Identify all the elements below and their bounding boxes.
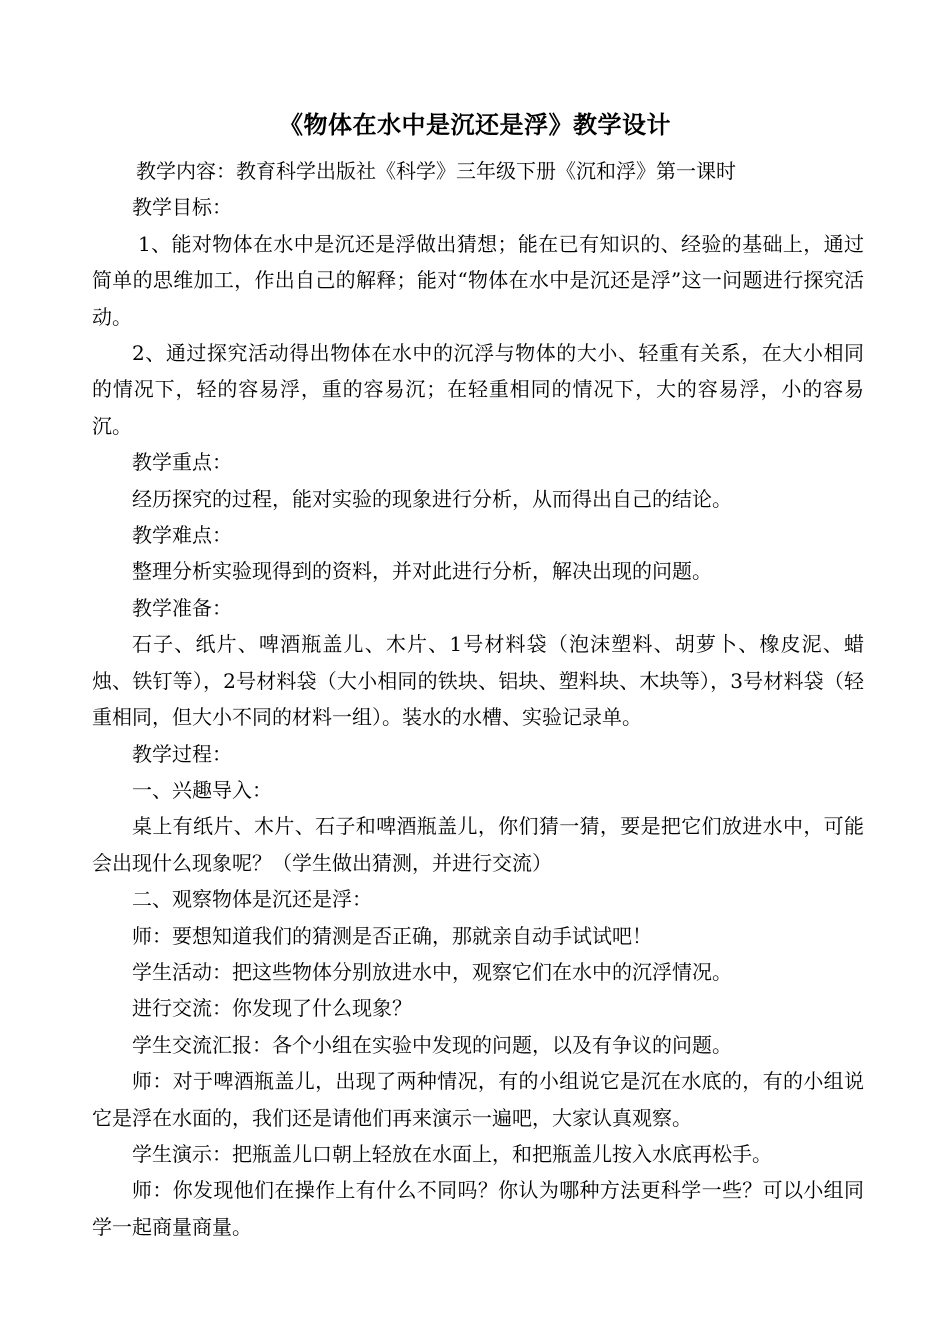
heading-process: 教学过程： [132,741,232,766]
heading-section-2: 二、观察物体是沉还是浮： [132,887,372,912]
paragraph-teacher-3: 师：你发现他们在操作上有什么不同吗？你认为哪种方法更科学一些？可以小组同学一起商量商量。 [92,1178,864,1239]
paragraph-goal-2: 2、通过探究活动得出物体在水中的沉浮与物体的大小、轻重有关系，在大小相同的情况下，轻的容易浮，重的容易沉；在轻重相同的情况下，大的容易浮，小的容易沉。 [92,341,864,438]
document-title: 《物体在水中是沉还是浮》教学设计 [279,110,671,139]
paragraph-difficulties: 整理分析实验现得到的资料，并对此进行分析，解决出现的问题。 [132,559,712,584]
paragraph-student-demo: 学生演示：把瓶盖儿口朝上轻放在水面上，和把瓶盖儿按入水底再松手。 [132,1141,772,1166]
heading-difficulties: 教学难点： [132,523,232,548]
paragraph-teacher-1: 师：要想知道我们的猜测是否正确，那就亲自动手试试吧！ [132,923,652,948]
paragraph-goal-1: 1、能对物体在水中是沉还是浮做出猜想；能在已有知识的、经验的基础上，通过简单的思维加工，作出自己的解释；能对“物体在水中是沉还是浮”这一问题进行探究活动。 [92,231,864,329]
paragraph-student-report: 学生交流汇报：各个小组在实验中发现的问题，以及有争议的问题。 [132,1032,732,1057]
paragraph-key-points: 经历探究的过程，能对实验的现象进行分析，从而得出自己的结论。 [132,486,732,511]
heading-preparation: 教学准备： [132,595,232,620]
paragraph-discussion: 进行交流：你发现了什么现象？ [132,996,412,1021]
paragraph-teacher-2: 师：对于啤酒瓶盖儿，出现了两种情况，有的小组说它是沉在水底的，有的小组说它是浮在水面的，我们还是请他们再来演示一遍吧，大家认真观察。 [92,1069,864,1130]
heading-key-points: 教学重点： [132,450,232,475]
paragraph-teaching-content: 教学内容：教育科学出版社《科学》三年级下册《沉和浮》第一课时 [136,159,736,183]
heading-section-1: 一、兴趣导入： [132,777,272,802]
heading-teaching-goals: 教学目标： [132,195,232,220]
document-body [92,153,864,1245]
paragraph-preparation: 石子、纸片、啤酒瓶盖儿、木片、1号材料袋（泡沫塑料、胡萝卜、橡皮泥、蜡烛、铁钉等），2号材料袋（大小相同的铁块、铝块、塑料块、木块等），3号材料袋（轻重相同，但大小不同的材料一组）。装水的水槽、实验记录单。 [92,632,864,730]
paragraph-intro: 桌上有纸片、木片、石子和啤酒瓶盖儿，你们猜一猜，要是把它们放进水中，可能会出现什么现象呢？（学生做出猜测，并进行交流） [92,814,864,875]
paragraph-student-activity: 学生活动：把这些物体分别放进水中，观察它们在水中的沉浮情况。 [132,959,732,984]
